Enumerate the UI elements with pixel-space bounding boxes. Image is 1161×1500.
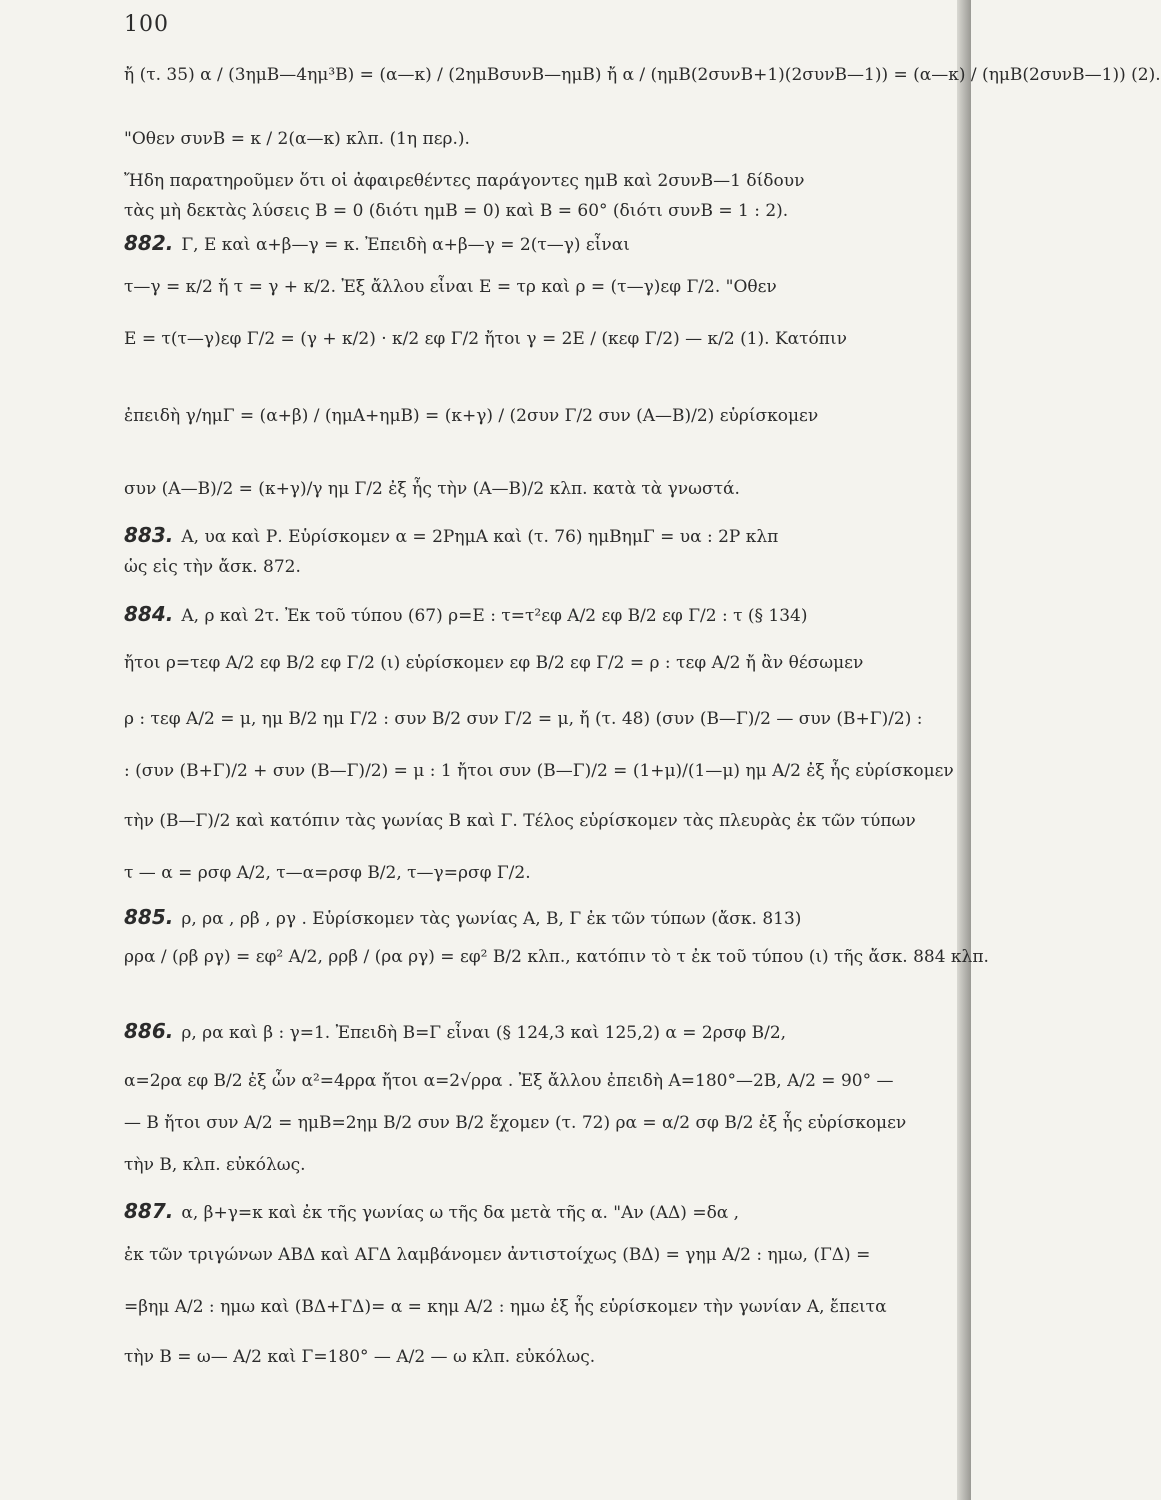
line-text: ἐπειδὴ γ/ημΓ = (α+β) / (ημΑ+ημΒ) = (κ+γ) / (2συν Γ/2 συν (Α—Β)/2) εὑρίσκομεν <box>124 406 819 426</box>
section-number: 882. <box>124 231 174 255</box>
text-line <box>124 232 941 256</box>
text-line <box>124 556 941 578</box>
line-text: Α, υα καὶ Ρ. Εὑρίσκομεν α = 2ΡημΑ καὶ (τ. 76) ημΒημΓ = υα : 2Ρ κλπ <box>181 527 779 547</box>
line-text: τὴν Β = ω— Α/2 καὶ Γ=180° — Α/2 — ω κλπ. εὐκόλως. <box>124 1347 596 1367</box>
line-text: τὴν Β, κλπ. εὐκόλως. <box>124 1155 306 1175</box>
line-text: συν (Α—Β)/2 = (κ+γ)/γ ημ Γ/2 ἐξ ἧς τὴν (Α—Β)/2 κλπ. κατὰ τὰ γνωστά. <box>124 479 740 499</box>
line-text: =βημ Α/2 : ημω καὶ (ΒΔ+ΓΔ)= α = κημ Α/2 : ημω ἐξ ἧς εὑρίσκομεν τὴν γωνίαν Α, ἔπειτα <box>124 1297 887 1317</box>
text-line <box>124 524 941 548</box>
line-text: α, β+γ=κ καὶ ἐκ τῆς γωνίας ω τῆς δα μετὰ τῆς α. "Αν (ΑΔ) =δα , <box>181 1203 740 1223</box>
text-line <box>124 200 941 222</box>
text-line <box>124 328 941 350</box>
text-line <box>124 1070 941 1092</box>
section-number: 886. <box>124 1019 174 1043</box>
text-line <box>124 1112 941 1134</box>
line-text: τ—γ = κ/2 ἤ τ = γ + κ/2. Ἐξ ἄλλου εἶναι Ε = τρ καὶ ρ = (τ—γ)εφ Γ/2. "Οθεν <box>124 277 777 297</box>
line-text: τὴν (Β—Γ)/2 καὶ κατόπιν τὰς γωνίας Β καὶ Γ. Τέλος εὑρίσκομεν τὰς πλευρὰς ἐκ τῶν τύπων <box>124 811 916 831</box>
line-text: τ — α = ρσφ Α/2, τ—α=ρσφ Β/2, τ—γ=ρσφ Γ/2. <box>124 863 531 883</box>
text-line <box>124 603 941 627</box>
text-line <box>124 128 941 150</box>
text-line <box>124 1244 941 1266</box>
text-line <box>124 1346 941 1368</box>
line-text: Α, ρ καὶ 2τ. Ἐκ τοῦ τύπου (67) ρ=Ε : τ=τ²εφ Α/2 εφ Β/2 εφ Γ/2 : τ (§ 134) <box>181 606 808 626</box>
line-text: : (συν (Β+Γ)/2 + συν (Β—Γ)/2) = μ : 1 ἤτοι συν (Β—Γ)/2 = (1+μ)/(1—μ) ημ Α/2 ἐξ ἧς εὑρίσκομεν <box>124 761 954 781</box>
line-text: ἤ (τ. 35) α / (3ημΒ—4ημ³Β) = (α—κ) / (2ημΒσυνΒ—ημΒ) ἤ α / (ημΒ(2συνΒ+1)(2συνΒ—1)) = (α—κ) / (ημΒ(2συνΒ—1)) (2). <box>124 65 1161 85</box>
line-text: ὡς εἰς τὴν ἄσκ. 872. <box>124 557 301 577</box>
line-text: α=2ρα εφ Β/2 ἐξ ὧν α²=4ρρα ἤτοι α=2√ρρα . Ἐξ ἄλλου ἐπειδὴ Α=180°—2Β, Α/2 = 90° — <box>124 1071 894 1091</box>
line-text: ἤτοι ρ=τεφ Α/2 εφ Β/2 εφ Γ/2 (ι) εὑρίσκομεν εφ Β/2 εφ Γ/2 = ρ : τεφ Α/2 ἤ ἂν θέσωμεν <box>124 653 864 673</box>
text-line <box>124 946 989 968</box>
text-line <box>124 405 941 427</box>
line-text: Γ, Ε καὶ α+β—γ = κ. Ἐπειδὴ α+β—γ = 2(τ—γ) εἶναι <box>181 235 630 255</box>
text-line <box>124 478 941 500</box>
page-edge <box>957 0 971 1500</box>
text-line <box>124 276 941 298</box>
text-line <box>124 64 1161 86</box>
line-text: ρ : τεφ Α/2 = μ, ημ Β/2 ημ Γ/2 : συν Β/2 συν Γ/2 = μ, ἤ (τ. 48) (συν (Β—Γ)/2 — συν (Β+Γ)/2) : <box>124 709 923 729</box>
line-text: Ἤδη παρατηροῦμεν ὅτι οἱ ἀφαιρεθέντες παράγοντες ημΒ καὶ 2συνΒ—1 δίδουν <box>124 171 805 191</box>
text-line <box>124 170 941 192</box>
text-line <box>124 652 941 674</box>
section-number: 883. <box>124 523 174 547</box>
text-line <box>124 1020 941 1044</box>
section-number: 884. <box>124 602 174 626</box>
line-text: τὰς μὴ δεκτὰς λύσεις Β = 0 (διότι ημΒ = 0) καὶ Β = 60° (διότι συνΒ = 1 : 2). <box>124 201 789 221</box>
line-text: Ε = τ(τ—γ)εφ Γ/2 = (γ + κ/2) · κ/2 εφ Γ/2 ἤτοι γ = 2Ε / (κεφ Γ/2) — κ/2 (1). Κατόπιν <box>124 329 847 349</box>
page-number: 100 <box>124 12 169 37</box>
text-line <box>124 760 954 782</box>
line-text: — Β ἤτοι συν Α/2 = ημΒ=2ημ Β/2 συν Β/2 ἔχομεν (τ. 72) ρα = α/2 σφ Β/2 ἐξ ἧς εὑρίσκομεν <box>124 1113 907 1133</box>
text-line <box>124 1154 941 1176</box>
line-text: ρ, ρα , ρβ , ργ . Εὑρίσκομεν τὰς γωνίας Α, Β, Γ ἐκ τῶν τύπων (ἄσκ. 813) <box>181 909 802 929</box>
line-text: ἐκ τῶν τριγώνων ΑΒΔ καὶ ΑΓΔ λαμβάνομεν ἀντιστοίχως (ΒΔ) = γημ Α/2 : ημω, (ΓΔ) = <box>124 1245 871 1265</box>
line-text: "Οθεν συνΒ = κ / 2(α—κ) κλπ. (1η περ.). <box>124 129 470 149</box>
text-line <box>124 1200 941 1224</box>
text-line <box>124 862 941 884</box>
text-line <box>124 1296 941 1318</box>
text-line <box>124 906 941 930</box>
section-number: 885. <box>124 905 174 929</box>
text-line <box>124 810 941 832</box>
line-text: ρ, ρα καὶ β : γ=1. Ἐπειδὴ Β=Γ εἶναι (§ 124,3 καὶ 125,2) α = 2ρσφ Β/2, <box>181 1023 787 1043</box>
section-number: 887. <box>124 1199 174 1223</box>
line-text: ρρα / (ρβ ργ) = εφ² Α/2, ρρβ / (ρα ργ) = εφ² Β/2 κλπ., κατόπιν τὸ τ ἐκ τοῦ τύπου (ι) τῆς ἄσκ. 884 κλπ. <box>124 947 989 967</box>
text-line <box>124 708 941 730</box>
